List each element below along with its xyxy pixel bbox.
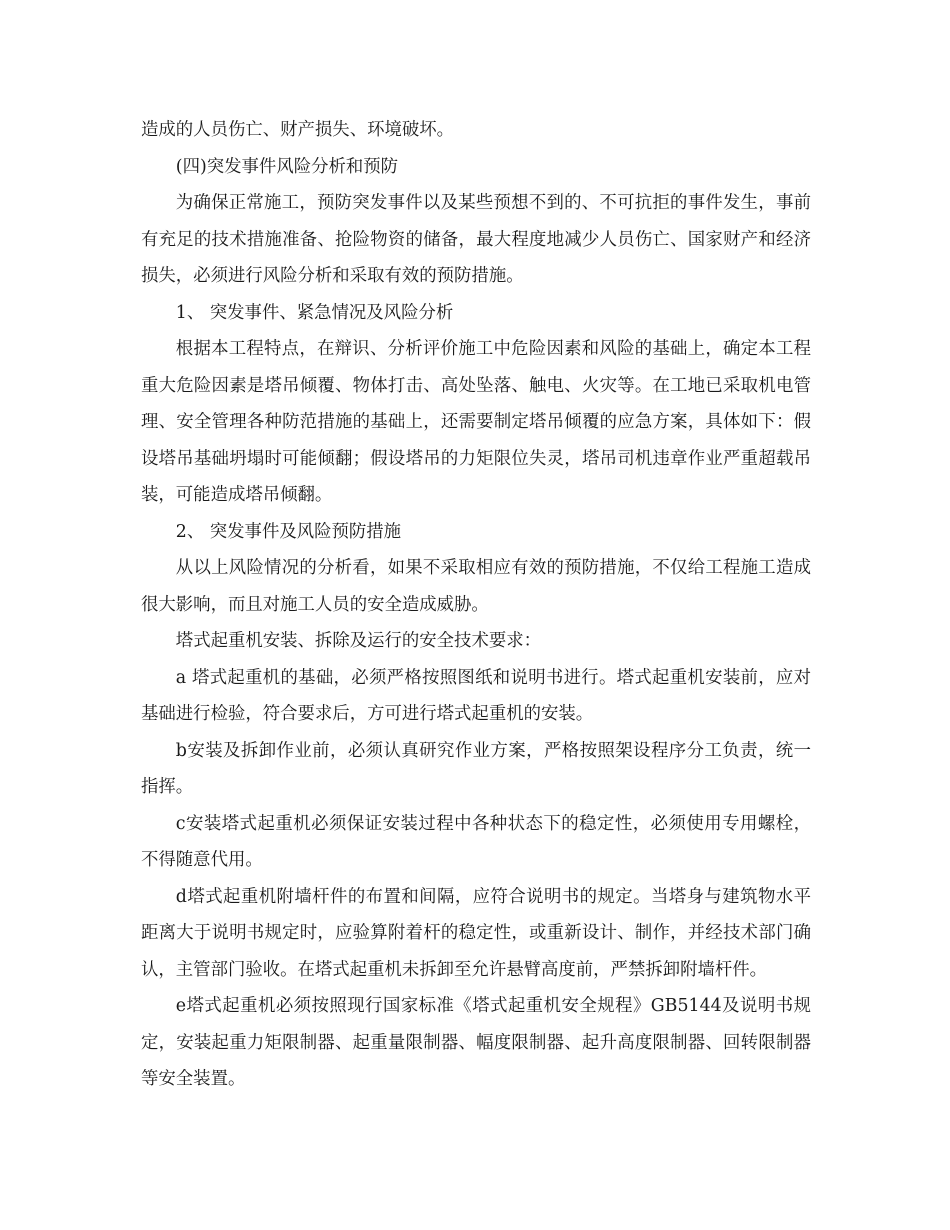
list-item-c: c安装塔式起重机必须保证安装过程中各种状态下的稳定性，必须使用专用螺栓，不得随意代用。	[141, 813, 811, 870]
list-item-e: e塔式起重机必须按照现行国家标准《塔式起重机安全规程》GB5144及说明书规定，安装起重力矩限制器、起重量限制器、幅度限制器、起升高度限制器、回转限制器等安全装置。	[141, 996, 811, 1089]
list-item-a: a 塔式起重机的基础，必须严格按照图纸和说明书进行。塔式起重机安装前，应对基础进行检验，符合要求后，方可进行塔式起重机的安装。	[141, 667, 811, 724]
subheading-prevention-measures: 2、 突发事件及风险预防措施	[175, 521, 402, 542]
paragraph-purpose: 为确保正常施工，预防突发事件以及某些预想不到的、不可抗拒的事件发生，事前有充足的技术措施准备、抢险物资的储备，最大程度地减少人员伤亡、国家财产和经济损失，必须进行风险分析和采取有效的预防措施。	[141, 193, 811, 286]
subheading-emergency-analysis: 1、 突发事件、紧急情况及风险分析	[175, 302, 454, 323]
paragraph-risk-impact: 从以上风险情况的分析看，如果不采取相应有效的预防措施，不仅给工程施工造成很大影响，而且对施工人员的安全造成威胁。	[141, 558, 811, 615]
section-heading-risk-analysis: (四)突发事件风险分析和预防	[175, 156, 399, 177]
list-item-b: b安装及拆卸作业前，必须认真研究作业方案，严格按照架设程序分工负责，统一指挥。	[141, 740, 811, 797]
paragraph-continuation: 造成的人员伤亡、财产损失、环境破坏。	[141, 120, 455, 140]
paragraph-crane-requirements-intro: 塔式起重机安装、拆除及运行的安全技术要求：	[175, 631, 542, 651]
list-item-d: d塔式起重机附墙杆件的布置和间隔，应符合说明书的规定。当塔身与建筑物水平距离大于说明书规定时，应验算附着杆的稳定性，或重新设计、制作，并经技术部门确认，主管部门验收。在塔式起重机未拆卸至允许悬臂高度前，严禁拆卸附墙杆件。	[141, 886, 811, 980]
paragraph-hazard-factors: 根据本工程特点，在辩识、分析评价施工中危险因素和风险的基础上，确定本工程重大危险因素是塔吊倾覆、物体打击、高处坠落、触电、火灾等。在工地已采取机电管理、安全管理各种防范措施的基础上，还需要制定塔吊倾覆的应急方案，具体如下：假设塔吊基础坍塌时可能倾翻；假设塔吊的力矩限位失灵，塔吊司机违章作业严重超载吊装，可能造成塔吊倾翻。	[141, 339, 811, 505]
document-body	[141, 112, 811, 1098]
